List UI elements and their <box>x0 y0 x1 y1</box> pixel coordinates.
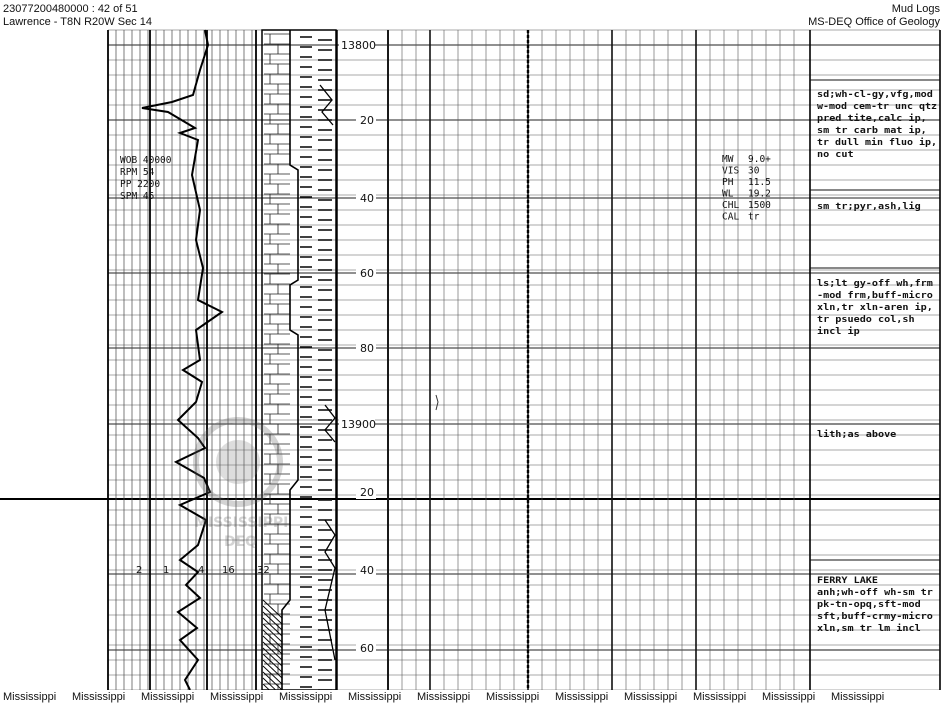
scale-label: 1 <box>163 565 170 576</box>
mud-property-value: tr <box>748 211 760 223</box>
drill-parameter: RPM 54 <box>120 167 155 178</box>
mud-property-value: 9.0+ <box>748 154 771 165</box>
depth-label: 20 <box>360 486 374 499</box>
stamp-text-mississippi: MISSISSIPPI <box>194 515 289 531</box>
lithology-description-line: tr psuedo col,sh <box>817 314 915 325</box>
lithology-description-line: pk-tn-opq,sft-mod <box>817 599 921 610</box>
depth-label: 13800 <box>341 39 376 52</box>
drill-parameter: SPM 45 <box>120 191 155 202</box>
footer-watermark-word: Mississippi <box>693 691 747 703</box>
well-location: Lawrence - T8N R20W Sec 14 <box>3 16 152 28</box>
agency-name: MS-DEQ Office of Geology <box>808 16 940 28</box>
depth-label: 40 <box>360 192 374 205</box>
depth-label: 60 <box>360 642 374 655</box>
drill-parameter: PP 2200 <box>120 179 161 190</box>
footer-watermark-word: Mississippi <box>348 691 402 703</box>
footer-watermark-word: Mississippi <box>141 691 195 703</box>
gas-trace <box>436 395 438 410</box>
footer-watermark-word: Mississippi <box>762 691 816 703</box>
mud-property-name: CHL <box>722 200 740 211</box>
footer-watermark-word: Mississippi <box>279 691 333 703</box>
depth-label: 13900 <box>341 418 376 431</box>
lithology-description-line: sft,buff-crmy-micro <box>817 611 934 622</box>
document-type: Mud Logs <box>891 3 940 15</box>
scale-label: 2 <box>136 565 143 576</box>
mud-property-value: 30 <box>748 165 760 177</box>
header-left <box>3 3 152 29</box>
scale-label: 32 <box>257 565 270 576</box>
lithology-description-line: tr dull min fluo ip, <box>817 137 937 148</box>
footer-watermark-strip <box>0 690 946 705</box>
lithology-description-line: ls;lt gy-off wh,frm <box>817 278 934 289</box>
footer-watermark-word: Mississippi <box>210 691 264 703</box>
deq-watermark-stamp <box>194 420 288 550</box>
mud-property-name: VIS <box>722 165 740 177</box>
lithology-description-line: anh;wh-off wh-sm tr <box>817 587 934 598</box>
scale-label: 16 <box>222 565 235 576</box>
footer-watermark-word: Mississippi <box>624 691 678 703</box>
lithology-description-line: pred tite,calc ip, <box>817 113 927 124</box>
lithology-description-line: xln,sm tr lm incl <box>817 623 921 634</box>
lithology-description-line: xln,tr xln-aren ip, <box>817 302 933 313</box>
mud-property-name: MW <box>722 154 734 165</box>
depth-label: 80 <box>360 342 374 355</box>
header-right <box>808 3 940 29</box>
lithology-description-line: FERRY LAKE <box>817 575 878 586</box>
lithology-description-line: sd;wh-cl-gy,vfg,mod <box>817 89 933 100</box>
footer-watermark-word: Mississippi <box>3 691 57 703</box>
depth-label: 40 <box>360 564 374 577</box>
depth-label: 20 <box>360 114 374 127</box>
lithology-description-line: w-mod cem-tr unc qtz <box>817 101 937 112</box>
scale-label: 4 <box>198 565 205 576</box>
lithology-description-line: sm tr;pyr,ash,lig <box>817 201 921 212</box>
mud-property-value: 19.2 <box>748 188 771 200</box>
lithology-description-line: -mod frm,buff-micro <box>817 290 934 301</box>
drill-parameter: WOB 40000 <box>120 155 172 166</box>
lithology-description-line: no cut <box>817 149 854 160</box>
mud-property-value: 1500 <box>748 200 771 211</box>
document-id-page: 23077200480000 : 42 of 51 <box>3 3 138 15</box>
mud-property-name: WL <box>722 188 734 200</box>
footer-watermark-word: Mississippi <box>555 691 609 703</box>
lithology-description-line: incl ip <box>817 326 861 337</box>
lithology-description-line: sm tr carb mat ip, <box>817 125 927 136</box>
footer-watermark-word: Mississippi <box>486 691 540 703</box>
footer-watermark-word: Mississippi <box>417 691 471 703</box>
stamp-center <box>216 440 260 484</box>
log-grid <box>0 30 940 690</box>
mud-property-name: CAL <box>722 211 740 223</box>
footer-watermark-word: Mississippi <box>831 691 885 703</box>
stamp-text-deq: DEQ <box>224 534 258 550</box>
lithology-description-line: lith;as above <box>817 429 897 440</box>
mud-property-value: 11.5 <box>748 177 771 188</box>
footer-watermark-word: Mississippi <box>72 691 126 703</box>
depth-label: 60 <box>360 267 374 280</box>
mud-property-name: PH <box>722 177 734 188</box>
